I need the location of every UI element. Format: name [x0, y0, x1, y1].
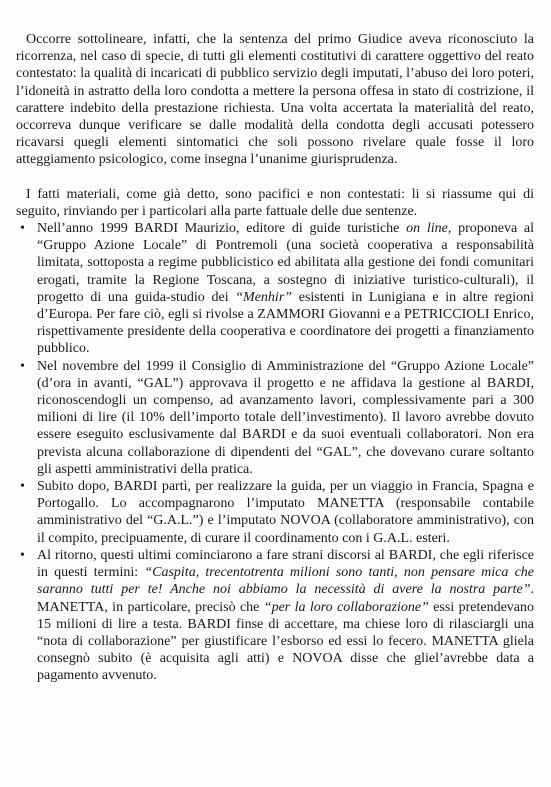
list-item — [20, 220, 534, 358]
bullet2-text: Nel novembre del 1999 il Consiglio di Amministrazione del “Gruppo Azione Locale” (d’ora in avanti, “GAL”) approvava il progetto e ne affidava la gestione al BARDI, riconoscendogli un compenso, ad avanzamento lavori, complessivamente pari a 300 milioni di lire (il 10% dell’importo totale dell’investimento). Il lavoro avrebbe dovuto essere eseguito esclusivamente dal BARDI e da suoi eventuali collaboratori. Non era prevista alcuna collaborazione di dipendenti del “GAL”, che dovevano curare soltanto gli aspetti amministrativi della pratica. — [37, 358, 534, 477]
bullet3-text: Subito dopo, BARDI partì, per realizzare la guida, per un viaggio in Francia, Spagna e Portogallo. Lo accompagnarono l’imputato MANETTA (responsabile contabile amministrativo del “G.A.L.”) e l’imputato NOVOA (collaboratore amministrativo), con il compito, precipuamente, di curare il coordinamento con i G.A.L. esteri. — [37, 479, 534, 546]
list-item — [20, 547, 534, 685]
bullet4-text-2: . MANETTA, in particolare, precisò che — [37, 582, 534, 615]
facts-list — [16, 220, 534, 684]
bullet4-text-3: essi pretendevano 15 milioni di lire a testa. BARDI finse di accettare, ma chiese loro di rilasciargli una “nota di collaborazione” per giustificare l’esborso ed essi lo fecero. MANETTA gliela consegnò subito (è acquisita agli atti) e NOVOA disse che gliel’avrebbe data a pagamento avvenuto. — [37, 599, 534, 684]
bullet1-text-1: Nell’anno 1999 BARDI Maurizio, editore di guide turistiche — [37, 221, 407, 237]
document-body — [16, 31, 534, 685]
bullet4-italic-1: “Caspita, trecentotrenta milioni sono tanti, non pensare mica che saranno tutti per te! Anche noi abbiamo la necessità di avere la nostra parte” — [37, 565, 535, 598]
list-item — [20, 478, 534, 547]
bullet4-text-1: Al ritorno, questi ultimi cominciarono a fare strani discorsi al BARDI, che egli riferisce in questi termini: — [37, 547, 534, 581]
bullet1-text-2: , proponeva al “Gruppo Azione Locale” di Pontremoli (una società cooperativa a responsabilità limitata, sottoposta a regime pubblicistico ed abilitata alla gestione dei fondi comunitari erogati, tramite la Regione Toscana, a sostegno di iniziative turistico-culturali), il progetto di una guida-studio dei — [37, 221, 534, 305]
paragraph-intro: Occorre sottolineare, infatti, che la sentenza del primo Giudice aveva riconosciuto la ricorrenza, nel caso di specie, di tutti gli elementi costitutivi di carattere oggettivo del reato contestato: la qualità di incaricati di pubblico servizio degli imputati, l’abuso dei loro poteri, l’idoneità in astratto della loro condotta a mettere la persona offesa in stato di costrizione, il carattere indebito della prestazione richiesta. Una volta accertata la materialità del reato, occorreva dunque verificare se dalle modalità della condotta degli accusati potessero ricavarsi quegli elementi sintomatici che soli possono rivelare quale fosse il loro atteggiamento psicologico, come insegna l’unanime giurisprudenza. — [16, 32, 534, 168]
bullet4-italic-2: “per la loro collaborazione” — [263, 599, 429, 615]
bullet1-italic-2: “Menhir” — [235, 289, 293, 305]
bullet1-italic-1: on line — [406, 221, 448, 237]
list-item — [20, 358, 534, 478]
bullet1-text-3: esistenti in Lunigiana e in altre regioni d’Europa. Per fare ciò, egli si rivolse a ZAMMORI Giovanni e a PETRICCIOLI Enrico, rispettivamente presidente della cooperativa e coordinatore dei progetti a finanziamento pubblico. — [37, 289, 534, 357]
paragraph-facts: I fatti materiali, come già detto, sono pacifici e non contestati: li si riassume qui di seguito, rinviando per i particolari alla parte fattuale delle due sentenze. — [16, 186, 534, 219]
